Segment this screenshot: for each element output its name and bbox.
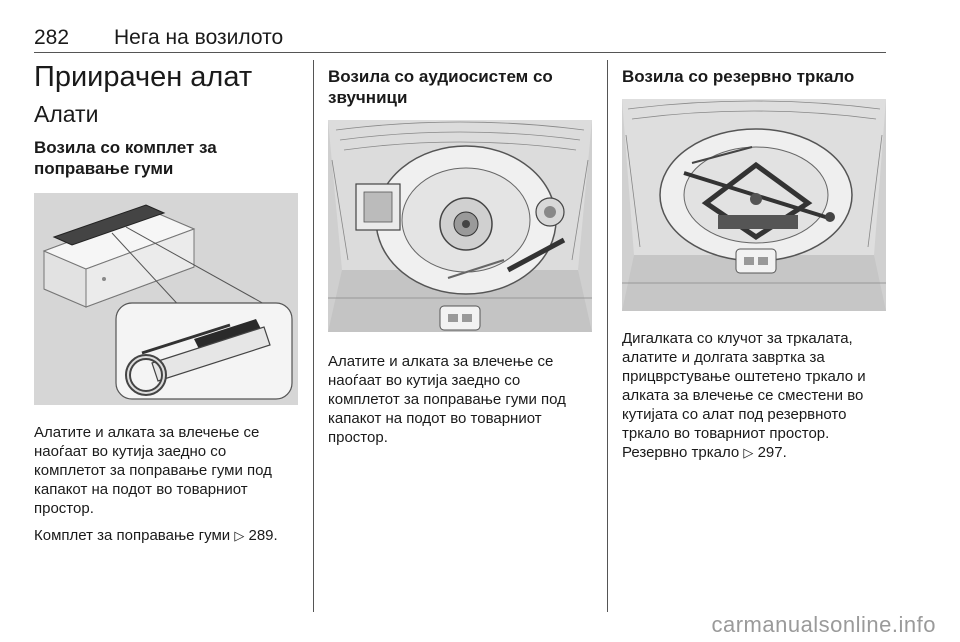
audio-system-trunk-figure <box>328 120 592 332</box>
arrow-ref-icon: ▷ <box>743 445 754 460</box>
col3-body: Дигалката со клучот за тркалата, алатите и долгата завртка за прицврстување оштетено тркало и алката за влечење се сместени во кутијата со алат под резервното тркало во товарниот простор. <box>622 330 866 442</box>
col2-body: Алатите и алката за влечење се наоѓаат во кутија заедно со комплетот за поправање гуми под капакот на подот во товарниот простор. <box>328 353 566 446</box>
col1-reference <box>34 526 298 545</box>
col1-body: Алатите и алката за влечење се наоѓаат во кутија заедно со комплетот за поправање гуми под капакот на подот во товарниот простор. <box>34 424 272 517</box>
watermark: carmanualsonline.info <box>711 612 936 637</box>
column-divider-2 <box>607 60 608 612</box>
column-3 <box>622 60 886 462</box>
col3-reference <box>622 443 886 462</box>
page-number: 282 <box>34 26 70 49</box>
col3-ref-page[interactable]: 297. <box>757 444 787 461</box>
col1-ref-page[interactable]: 289. <box>248 527 278 544</box>
col2-heading: Возила со аудиосистем со звучници <box>328 67 553 107</box>
page-header <box>34 26 886 52</box>
spare-wheel-figure <box>622 99 886 311</box>
column-1 <box>34 60 298 545</box>
page-header-title: Нега на возилото <box>114 26 284 49</box>
subsection-title: Алати <box>34 101 99 127</box>
col1-heading: Возила со комплет за поправање гуми <box>34 138 217 178</box>
col3-heading: Возила со резервно тркало <box>622 67 855 86</box>
arrow-ref-icon: ▷ <box>234 528 245 543</box>
column-2 <box>328 60 592 447</box>
col1-ref-text: Комплет за поправање гуми <box>34 527 231 544</box>
column-divider-1 <box>313 60 314 612</box>
section-title: Приирачен алат <box>34 61 253 93</box>
tire-repair-kit-figure <box>34 193 298 405</box>
col3-ref-text: Резервно тркало <box>622 444 740 461</box>
header-rule <box>34 52 886 53</box>
